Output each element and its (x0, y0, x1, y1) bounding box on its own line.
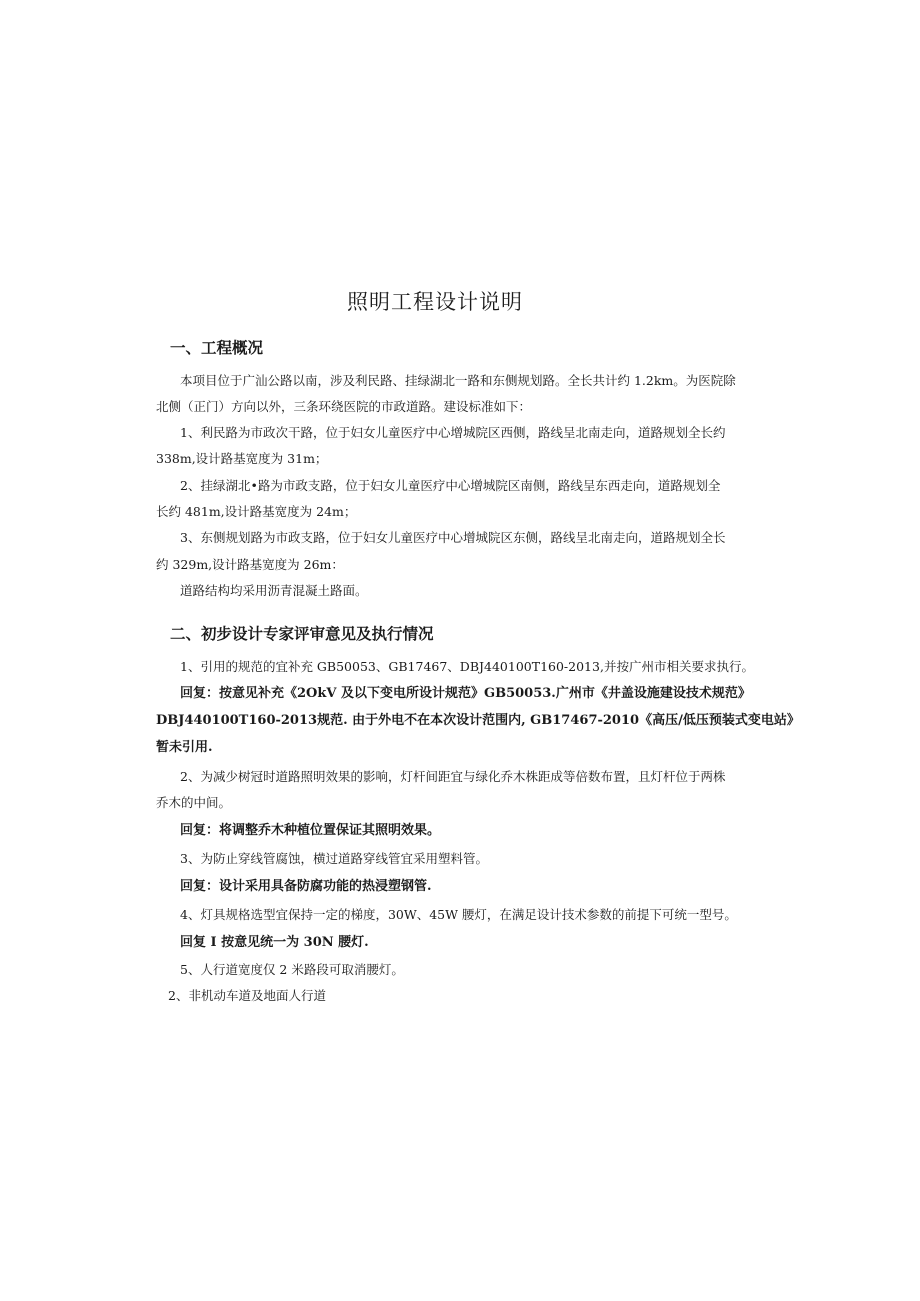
paragraph-line: 1、利民路为市政次干路，位于妇女儿童医疗中心增城院区西侧，路线呈北南走向，道路规划全长约 (180, 425, 726, 440)
paragraph-line: 3、东侧规划路为市政支路，位于妇女儿童医疗中心增城院区东侧，路线呈北南走向，道路规划全长 (180, 530, 726, 545)
paragraph-line: 长约 481m,设计路基宽度为 24m； (156, 504, 357, 519)
review-item: 4、灯具规格选型宜保持一定的梯度，30W、45W 腰灯，在满足设计技术参数的前提下可统一型号。 (180, 907, 737, 922)
paragraph-line: 道路结构均采用沥青混凝土路面。 (180, 583, 368, 598)
subsection-line: 2、非机动车道及地面人行道 (168, 988, 326, 1003)
reply-line: 回复：按意见补充《2OkV 及以下变电所设计规范》GB50053.广州市《井盖设施建设技术规范》 (180, 686, 751, 701)
paragraph-line: 本项目位于广汕公路以南，涉及利民路、挂绿湖北一路和东侧规划路。全长共计约 1.2km。为医院除 (180, 373, 736, 388)
paragraph-line: 约 329m,设计路基宽度为 26m： (156, 557, 344, 572)
paragraph-line: 338m,设计路基宽度为 31m； (156, 451, 328, 466)
review-item: 1、引用的规范的宜补充 GB50053、GB17467、DBJ440100T160-2013,并按广州市相关要求执行。 (180, 659, 754, 674)
section-heading-review: 二、初步设计专家评审意见及执行情况 (170, 625, 434, 643)
section-heading-overview: 一、工程概况 (170, 339, 264, 357)
paragraph-line: 北侧（正门）方向以外，三条环绕医院的市政道路。建设标准如下： (156, 399, 532, 414)
review-item: 2、为减少树冠时道路照明效果的影响，灯杆间距宜与绿化乔木株距成等倍数布置，且灯杆位于两株 (180, 769, 726, 784)
reply-line: DBJ440100T160-2013规范. 由于外电不在本次设计范围内, GB17467-2010《高压/低压预装式变电站》 (156, 713, 800, 728)
reply-line: 回复 I 按意见统一为 30N 腰灯. (180, 935, 369, 950)
reply-line: 回复：设计采用具备防腐功能的热浸塑钢管. (180, 879, 432, 894)
reply-line: 回复：将调整乔木种植位置保证其照明效果。 (180, 823, 441, 838)
review-item: 5、人行道宽度仅 2 米路段可取消腰灯。 (180, 962, 404, 977)
review-item: 乔木的中间。 (156, 795, 232, 810)
reply-line: 暂未引用. (156, 740, 213, 755)
review-item: 3、为防止穿线管腐蚀，横过道路穿线管宜采用塑料管。 (180, 851, 488, 866)
paragraph-line: 2、挂绿湖北•路为市政支路，位于妇女儿童医疗中心增城院区南侧，路线呈东西走向，道路规划全 (180, 478, 721, 493)
document-title: 照明工程设计说明 (347, 290, 523, 314)
